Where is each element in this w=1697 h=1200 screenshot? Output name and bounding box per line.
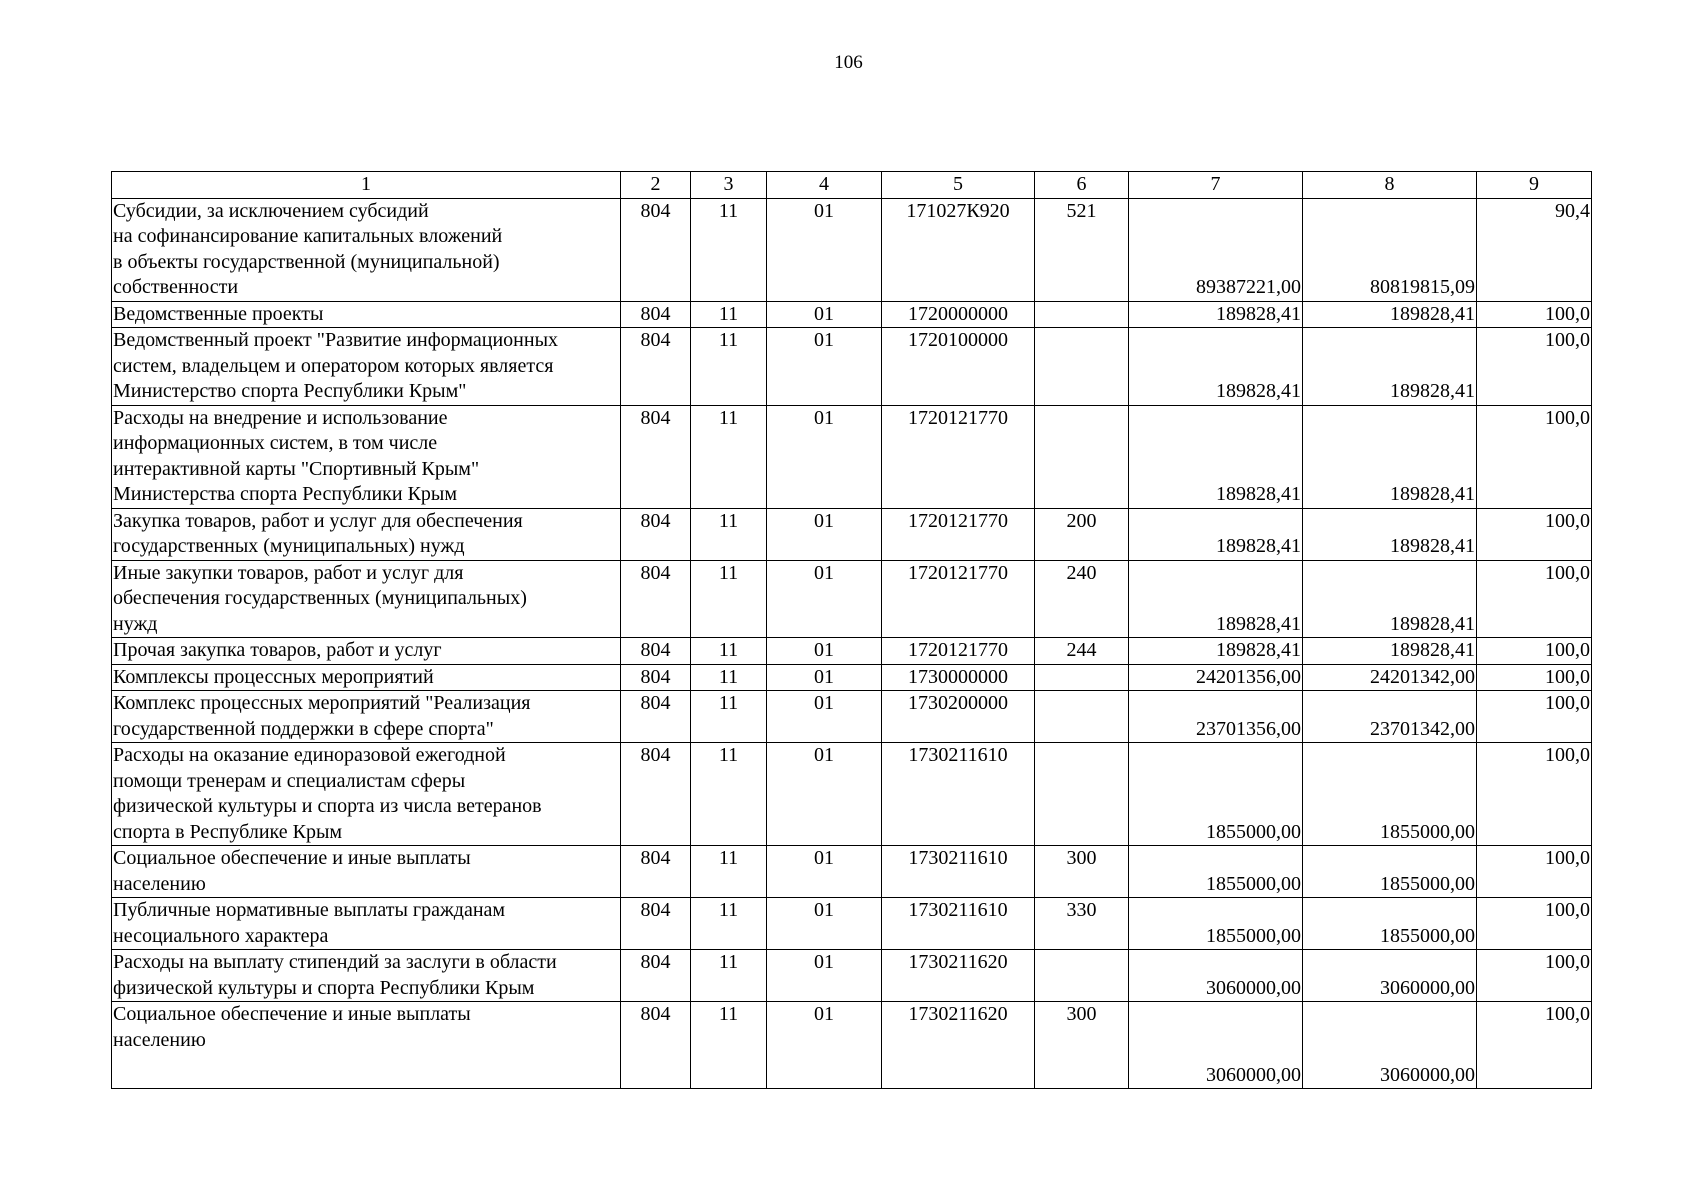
target-article-cell: 1720000000: [882, 301, 1035, 328]
section-cell: 11: [691, 638, 767, 665]
admin-code-cell: 804: [621, 898, 691, 950]
table-row: [112, 846, 1592, 898]
executed-amount-cell: 1855000,00: [1303, 898, 1477, 950]
approved-amount-cell: 3060000,00: [1129, 950, 1303, 1002]
row-name-cell: Закупка товаров, работ и услуг для обеспечения государственных (муниципальных) нужд: [112, 508, 621, 560]
expense-type-cell: 240: [1035, 560, 1129, 638]
approved-amount-cell: 1855000,00: [1129, 846, 1303, 898]
admin-code-cell: 804: [621, 664, 691, 691]
table-row: [112, 1002, 1592, 1089]
budget-table: [111, 171, 1592, 1089]
execution-percent-cell: 100,0: [1477, 743, 1592, 846]
execution-percent-cell: 100,0: [1477, 405, 1592, 508]
subsection-cell: 01: [767, 638, 882, 665]
column-header: 4: [767, 172, 882, 199]
approved-amount-cell: 3060000,00: [1129, 1002, 1303, 1089]
admin-code-cell: 804: [621, 846, 691, 898]
table-row: [112, 508, 1592, 560]
approved-amount-cell: 23701356,00: [1129, 691, 1303, 743]
row-name-cell: Прочая закупка товаров, работ и услуг: [112, 638, 621, 665]
target-article-cell: 1720121770: [882, 405, 1035, 508]
table-row: [112, 560, 1592, 638]
column-header: 6: [1035, 172, 1129, 199]
approved-amount-cell: 24201356,00: [1129, 664, 1303, 691]
section-cell: 11: [691, 664, 767, 691]
row-name-cell: Расходы на выплату стипендий за заслуги в области физической культуры и спорта Республики Крым: [112, 950, 621, 1002]
section-cell: 11: [691, 328, 767, 406]
target-article-cell: 1720121770: [882, 638, 1035, 665]
section-cell: 11: [691, 743, 767, 846]
approved-amount-cell: 1855000,00: [1129, 898, 1303, 950]
approved-amount-cell: 189828,41: [1129, 638, 1303, 665]
execution-percent-cell: 100,0: [1477, 328, 1592, 406]
table-row: [112, 328, 1592, 406]
executed-amount-cell: 80819815,09: [1303, 198, 1477, 301]
column-header: 9: [1477, 172, 1592, 199]
subsection-cell: 01: [767, 846, 882, 898]
section-cell: 11: [691, 950, 767, 1002]
subsection-cell: 01: [767, 664, 882, 691]
target-article-cell: 1730000000: [882, 664, 1035, 691]
column-header: 8: [1303, 172, 1477, 199]
subsection-cell: 01: [767, 301, 882, 328]
table-row: [112, 691, 1592, 743]
target-article-cell: 1730211620: [882, 950, 1035, 1002]
executed-amount-cell: 189828,41: [1303, 405, 1477, 508]
subsection-cell: 01: [767, 198, 882, 301]
execution-percent-cell: 100,0: [1477, 560, 1592, 638]
admin-code-cell: 804: [621, 743, 691, 846]
admin-code-cell: 804: [621, 638, 691, 665]
target-article-cell: 171027К920: [882, 198, 1035, 301]
admin-code-cell: 804: [621, 301, 691, 328]
section-cell: 11: [691, 1002, 767, 1089]
executed-amount-cell: 189828,41: [1303, 638, 1477, 665]
approved-amount-cell: 189828,41: [1129, 508, 1303, 560]
section-cell: 11: [691, 508, 767, 560]
executed-amount-cell: 189828,41: [1303, 301, 1477, 328]
target-article-cell: 1720121770: [882, 560, 1035, 638]
section-cell: 11: [691, 898, 767, 950]
approved-amount-cell: 189828,41: [1129, 328, 1303, 406]
expense-type-cell: 200: [1035, 508, 1129, 560]
execution-percent-cell: 100,0: [1477, 664, 1592, 691]
approved-amount-cell: 189828,41: [1129, 301, 1303, 328]
execution-percent-cell: 100,0: [1477, 301, 1592, 328]
executed-amount-cell: 189828,41: [1303, 328, 1477, 406]
row-name-cell: Расходы на внедрение и использование информационных систем, в том числе интерактивной карты "Спортивный Крым" Министерства спорта Республики Крым: [112, 405, 621, 508]
column-header: 1: [112, 172, 621, 199]
row-name-cell: Расходы на оказание единоразовой ежегодной помощи тренерам и специалистам сферы физической культуры и спорта из числа ветеранов спорта в Республике Крым: [112, 743, 621, 846]
execution-percent-cell: 100,0: [1477, 508, 1592, 560]
execution-percent-cell: 100,0: [1477, 846, 1592, 898]
executed-amount-cell: 189828,41: [1303, 560, 1477, 638]
subsection-cell: 01: [767, 898, 882, 950]
executed-amount-cell: 3060000,00: [1303, 1002, 1477, 1089]
target-article-cell: 1720100000: [882, 328, 1035, 406]
column-header: 3: [691, 172, 767, 199]
table-row: [112, 664, 1592, 691]
subsection-cell: 01: [767, 1002, 882, 1089]
target-article-cell: 1730200000: [882, 691, 1035, 743]
expense-type-cell: [1035, 405, 1129, 508]
row-name-cell: Социальное обеспечение и иные выплаты населению: [112, 846, 621, 898]
admin-code-cell: 804: [621, 508, 691, 560]
admin-code-cell: 804: [621, 1002, 691, 1089]
approved-amount-cell: 89387221,00: [1129, 198, 1303, 301]
row-name-cell: Комплексы процессных мероприятий: [112, 664, 621, 691]
table-row: [112, 301, 1592, 328]
admin-code-cell: 804: [621, 950, 691, 1002]
column-number-row: [112, 172, 1592, 199]
executed-amount-cell: 23701342,00: [1303, 691, 1477, 743]
row-name-cell: Ведомственные проекты: [112, 301, 621, 328]
admin-code-cell: 804: [621, 328, 691, 406]
expense-type-cell: 300: [1035, 846, 1129, 898]
subsection-cell: 01: [767, 560, 882, 638]
execution-percent-cell: 100,0: [1477, 1002, 1592, 1089]
executed-amount-cell: 189828,41: [1303, 508, 1477, 560]
row-name-cell: Субсидии, за исключением субсидий на софинансирование капитальных вложений в объекты государственной (муниципальной) собственности: [112, 198, 621, 301]
expense-type-cell: 330: [1035, 898, 1129, 950]
execution-percent-cell: 100,0: [1477, 638, 1592, 665]
target-article-cell: 1730211620: [882, 1002, 1035, 1089]
expense-type-cell: [1035, 328, 1129, 406]
section-cell: 11: [691, 691, 767, 743]
approved-amount-cell: 189828,41: [1129, 405, 1303, 508]
executed-amount-cell: 1855000,00: [1303, 846, 1477, 898]
column-header: 2: [621, 172, 691, 199]
execution-percent-cell: 100,0: [1477, 950, 1592, 1002]
target-article-cell: 1730211610: [882, 846, 1035, 898]
expense-type-cell: 300: [1035, 1002, 1129, 1089]
admin-code-cell: 804: [621, 405, 691, 508]
admin-code-cell: 804: [621, 560, 691, 638]
table-row: [112, 198, 1592, 301]
execution-percent-cell: 100,0: [1477, 691, 1592, 743]
table-row: [112, 950, 1592, 1002]
expense-type-cell: [1035, 743, 1129, 846]
subsection-cell: 01: [767, 743, 882, 846]
page-number: 106: [834, 52, 863, 73]
section-cell: 11: [691, 405, 767, 508]
subsection-cell: 01: [767, 405, 882, 508]
admin-code-cell: 804: [621, 198, 691, 301]
subsection-cell: 01: [767, 508, 882, 560]
row-name-cell: Социальное обеспечение и иные выплаты населению: [112, 1002, 621, 1089]
target-article-cell: 1730211610: [882, 898, 1035, 950]
row-name-cell: Публичные нормативные выплаты гражданам несоциального характера: [112, 898, 621, 950]
section-cell: 11: [691, 301, 767, 328]
approved-amount-cell: 189828,41: [1129, 560, 1303, 638]
column-header: 5: [882, 172, 1035, 199]
expense-type-cell: [1035, 664, 1129, 691]
table-body: [112, 198, 1592, 1089]
target-article-cell: 1730211610: [882, 743, 1035, 846]
expense-type-cell: 244: [1035, 638, 1129, 665]
executed-amount-cell: 3060000,00: [1303, 950, 1477, 1002]
row-name-cell: Иные закупки товаров, работ и услуг для обеспечения государственных (муниципальных) нужд: [112, 560, 621, 638]
table-row: [112, 898, 1592, 950]
table-row: [112, 638, 1592, 665]
expense-type-cell: [1035, 691, 1129, 743]
executed-amount-cell: 24201342,00: [1303, 664, 1477, 691]
subsection-cell: 01: [767, 328, 882, 406]
column-header: 7: [1129, 172, 1303, 199]
target-article-cell: 1720121770: [882, 508, 1035, 560]
table-row: [112, 743, 1592, 846]
executed-amount-cell: 1855000,00: [1303, 743, 1477, 846]
approved-amount-cell: 1855000,00: [1129, 743, 1303, 846]
section-cell: 11: [691, 560, 767, 638]
expense-type-cell: [1035, 950, 1129, 1002]
execution-percent-cell: 90,4: [1477, 198, 1592, 301]
admin-code-cell: 804: [621, 691, 691, 743]
section-cell: 11: [691, 198, 767, 301]
expense-type-cell: [1035, 301, 1129, 328]
section-cell: 11: [691, 846, 767, 898]
row-name-cell: Комплекс процессных мероприятий "Реализация государственной поддержки в сфере спорта": [112, 691, 621, 743]
execution-percent-cell: 100,0: [1477, 898, 1592, 950]
subsection-cell: 01: [767, 691, 882, 743]
row-name-cell: Ведомственный проект "Развитие информационных систем, владельцем и оператором которых является Министерство спорта Республики Крым": [112, 328, 621, 406]
expense-type-cell: 521: [1035, 198, 1129, 301]
subsection-cell: 01: [767, 950, 882, 1002]
table-row: [112, 405, 1592, 508]
